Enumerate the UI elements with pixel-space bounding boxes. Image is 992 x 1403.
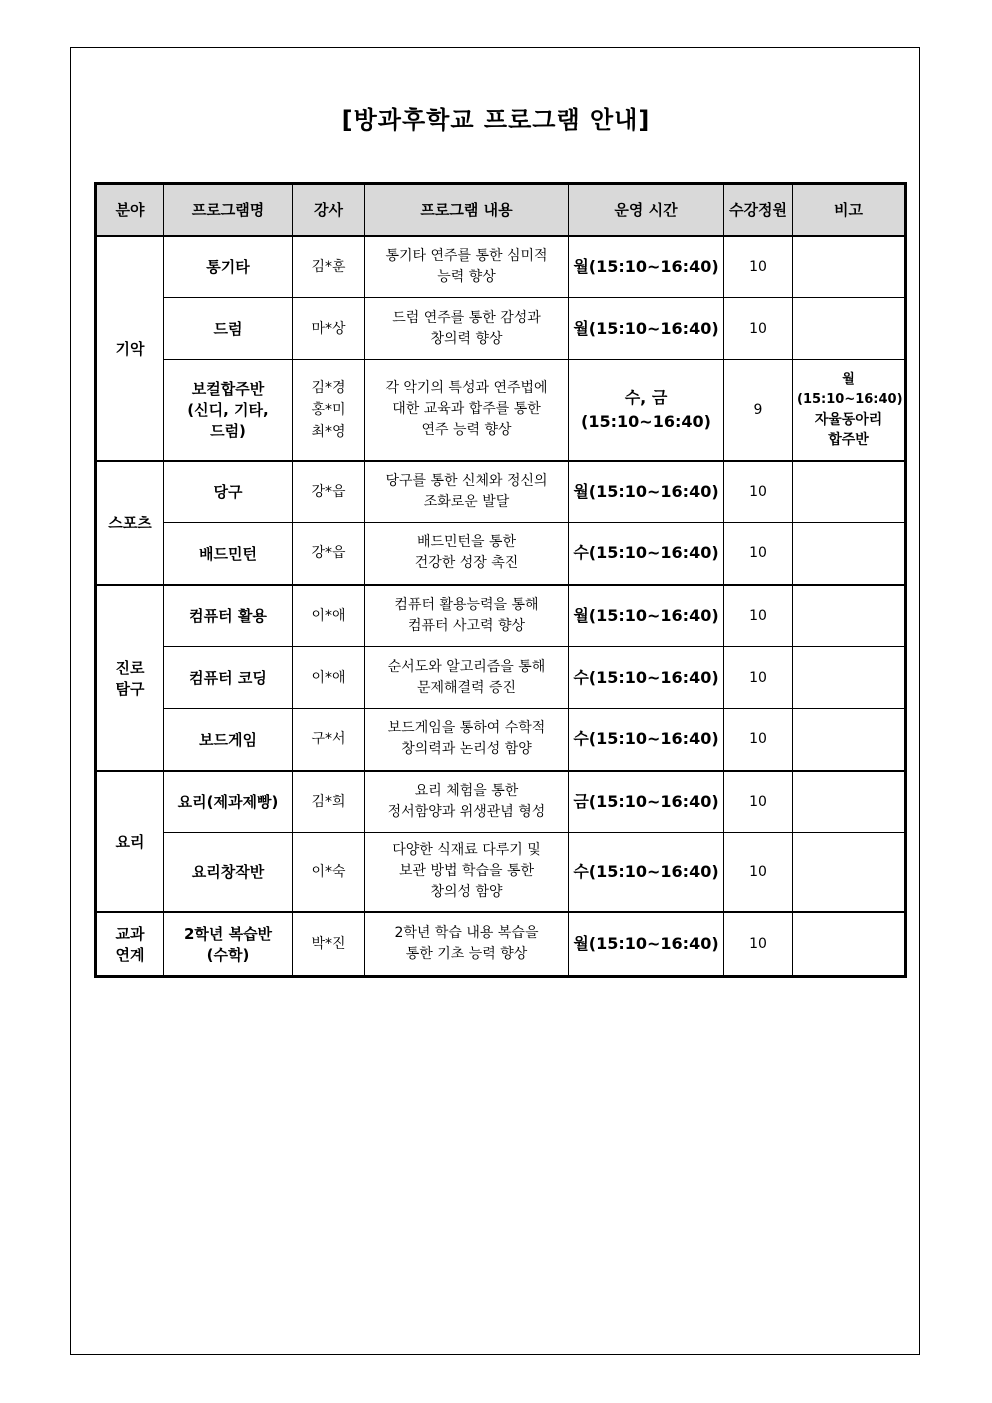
teacher-name: 이*애 [293,585,365,647]
program-table [94,182,907,978]
table-row [96,833,906,912]
teacher-name: 김*희 [293,771,365,833]
header-time: 운영 시간 [569,184,724,236]
table-row [96,585,906,647]
program-name: 드럼 [164,298,293,360]
capacity: 10 [724,585,793,647]
teacher-name: 강*읍 [293,523,365,585]
category-cell: 교과 연계 [96,912,164,977]
note-cell [793,833,906,912]
capacity: 10 [724,236,793,298]
teacher-name: 마*상 [293,298,365,360]
operating-time: 수(15:10~16:40) [569,709,724,771]
operating-time: 수(15:10~16:40) [569,647,724,709]
program-content: 각 악기의 특성과 연주법에 대한 교육과 합주를 통한 연주 능력 향상 [365,360,569,461]
operating-time: 월(15:10~16:40) [569,912,724,977]
note-cell [793,709,906,771]
program-name: 컴퓨터 코딩 [164,647,293,709]
program-content: 드럼 연주를 통한 감성과 창의력 향상 [365,298,569,360]
note-cell [793,461,906,523]
table-row [96,912,906,977]
program-name: 컴퓨터 활용 [164,585,293,647]
operating-time: 월(15:10~16:40) [569,236,724,298]
header-teacher: 강사 [293,184,365,236]
program-name: 보컬합주반 (신디, 기타, 드럼) [164,360,293,461]
category-cell: 스포츠 [96,461,164,585]
program-content: 순서도와 알고리즘을 통해 문제해결력 증진 [365,647,569,709]
operating-time: 수(15:10~16:40) [569,523,724,585]
program-content: 컴퓨터 활용능력을 통해 컴퓨터 사고력 향상 [365,585,569,647]
operating-time: 월(15:10~16:40) [569,298,724,360]
category-cell: 기악 [96,236,164,461]
capacity: 10 [724,912,793,977]
capacity: 10 [724,709,793,771]
category-cell: 진로 탐구 [96,585,164,771]
operating-time: 월(15:10~16:40) [569,461,724,523]
program-name: 요리창작반 [164,833,293,912]
teacher-name: 강*읍 [293,461,365,523]
operating-time: 금(15:10~16:40) [569,771,724,833]
note-cell [793,523,906,585]
category-cell: 요리 [96,771,164,912]
operating-time: 월(15:10~16:40) [569,585,724,647]
note-cell [793,585,906,647]
header-program-name: 프로그램명 [164,184,293,236]
program-name: 통기타 [164,236,293,298]
table-row [96,647,906,709]
teacher-name: 구*서 [293,709,365,771]
teacher-name: 이*애 [293,647,365,709]
page-title: [방과후학교 프로그램 안내] [341,106,651,134]
teacher-name: 이*숙 [293,833,365,912]
program-content: 다양한 식재료 다루기 및 보관 방법 학습을 통한 창의성 함양 [365,833,569,912]
program-content: 2학년 학습 내용 복습을 통한 기초 능력 향상 [365,912,569,977]
teacher-name: 박*진 [293,912,365,977]
note-cell [793,647,906,709]
note-cell [793,771,906,833]
table-row [96,461,906,523]
capacity: 10 [724,771,793,833]
program-name: 보드게임 [164,709,293,771]
operating-time: 수, 금 (15:10~16:40) [569,360,724,461]
program-content: 보드게임을 통하여 수학적 창의력과 논리성 함양 [365,709,569,771]
program-content: 배드민턴을 통한 건강한 성장 촉진 [365,523,569,585]
note-cell [793,912,906,977]
capacity: 9 [724,360,793,461]
capacity: 10 [724,461,793,523]
program-content: 요리 체험을 통한 정서함양과 위생관념 형성 [365,771,569,833]
header-capacity: 수강정원 [724,184,793,236]
table-row [96,523,906,585]
program-name: 배드민턴 [164,523,293,585]
table-row [96,771,906,833]
program-name: 요리(제과제빵) [164,771,293,833]
capacity: 10 [724,647,793,709]
capacity: 10 [724,833,793,912]
header-row [96,184,906,236]
program-content: 당구를 통한 신체와 정신의 조화로운 발달 [365,461,569,523]
note-cell: 월 (15:10~16:40) 자율동아리 합주반 [793,360,906,461]
table-row [96,236,906,298]
note-cell [793,298,906,360]
program-name: 2학년 복습반 (수학) [164,912,293,977]
table-row [96,360,906,461]
program-content: 통기타 연주를 통한 심미적 능력 향상 [365,236,569,298]
capacity: 10 [724,523,793,585]
operating-time: 수(15:10~16:40) [569,833,724,912]
header-category: 분야 [96,184,164,236]
header-content: 프로그램 내용 [365,184,569,236]
program-name: 당구 [164,461,293,523]
table-row [96,298,906,360]
header-note: 비고 [793,184,906,236]
note-cell [793,236,906,298]
capacity: 10 [724,298,793,360]
teacher-name: 김*훈 [293,236,365,298]
table-row [96,709,906,771]
teacher-name: 김*경 홍*미 최*영 [293,360,365,461]
